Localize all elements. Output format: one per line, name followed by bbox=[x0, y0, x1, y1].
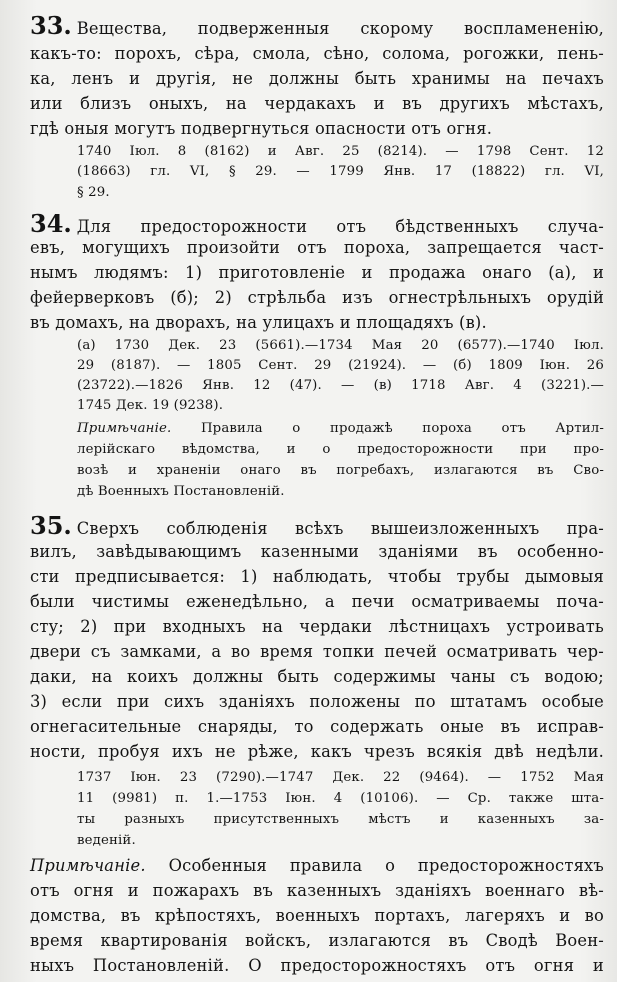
section-35-line-3: сти предписывается: 1) наблюдать, чтобы трубы дымовыя bbox=[30, 567, 604, 586]
section-34-note-line-1: Примѣчаніе. Правила о продажѣ пороха отъ Артил- bbox=[77, 421, 604, 436]
final-note-line-3: домства, въ крѣпостяхъ, военныхъ портахъ, лагеряхъ и во bbox=[30, 906, 604, 925]
note-label: Примѣчаніе. bbox=[77, 421, 172, 436]
section-34-note-line-3: возѣ и храненіи онаго въ погребахъ, излагаются въ Сво- bbox=[77, 463, 604, 478]
section-33-line-5: гдѣ оныя могутъ подвергнуться опасности отъ огня. bbox=[30, 119, 493, 138]
section-34-line-3: нымъ людямъ: 1) приготовленіе и продажа онаго (а), и bbox=[30, 263, 604, 282]
section-35-ref-3: ты разныхъ присутственныхъ мѣстъ и казенныхъ за- bbox=[77, 812, 604, 827]
section-33-ref-1: 1740 Іюл. 8 (8162) и Авг. 25 (8214). — 1798 Сент. 12 bbox=[77, 144, 604, 159]
section-34-ref-2: 29 (8187). — 1805 Сент. 29 (21924). — (б) 1809 Іюн. 26 bbox=[77, 358, 604, 373]
section-34-ref-4: 1745 Дек. 19 (9238). bbox=[77, 398, 224, 413]
section-35-ref-1: 1737 Іюн. 23 (7290).—1747 Дек. 22 (9464). — 1752 Мая bbox=[77, 770, 604, 785]
final-note-line-1: Примѣчаніе. Особенныя правила о предосторожностяхъ bbox=[30, 856, 604, 875]
section-35-ref-2: 11 (9981) п. 1.—1753 Іюн. 4 (10106). — Ср. также шта- bbox=[77, 791, 604, 806]
section-34-note-line-4: дѣ Военныхъ Постановленій. bbox=[77, 484, 285, 499]
section-number: 33. bbox=[30, 11, 72, 40]
section-34-note-line-2: лерійскаго вѣдомства, и о предосторожности при про- bbox=[77, 442, 604, 457]
section-35-line-10: ности, пробуя ихъ не рѣже, какъ чрезъ всякія двѣ недѣли. bbox=[30, 742, 604, 761]
final-note-line-4: время квартированія войскъ, излагаются въ Сводѣ Воен- bbox=[30, 931, 604, 950]
section-34-line-5: въ домахъ, на дворахъ, на улицахъ и площадяхъ (в). bbox=[30, 313, 487, 332]
section-33-line-2: какъ-то: порохъ, сѣра, смола, сѣно, солома, рогожки, пень- bbox=[30, 44, 604, 63]
section-33-line-4: или близъ оныхъ, на чердакахъ и въ другихъ мѣстахъ, bbox=[30, 94, 604, 113]
section-33-line-1: 33. Вещества, подверженныя скорому воспламененію, bbox=[30, 11, 604, 40]
section-33-line-3: ка, ленъ и другія, не должны быть хранимы на печахъ bbox=[30, 69, 604, 88]
section-34-ref-3: (23722).—1826 Янв. 12 (47). — (в) 1718 Авг. 4 (3221).— bbox=[77, 378, 604, 393]
section-35-line-2: вилъ, завѣдывающимъ казенными зданіями въ особенно- bbox=[30, 542, 604, 561]
section-35-line-5: сту; 2) при входныхъ на чердаки лѣстницахъ устроивать bbox=[30, 617, 604, 636]
final-note-line-5: ныхъ Постановленій. О предосторожностяхъ отъ огня и bbox=[30, 956, 604, 975]
section-34-line-1: 34. Для предосторожности отъ бѣдственныхъ случа- bbox=[30, 209, 604, 238]
section-35-line-7: даки, на коихъ должны быть содержимы чаны съ водою; bbox=[30, 667, 604, 686]
section-35-line-9: огнегасительные снаряды, то содержать оные въ исправ- bbox=[30, 717, 604, 736]
section-number: 35. bbox=[30, 511, 72, 540]
section-34-line-2: евъ, могущихъ произойти отъ пороха, запрещается част- bbox=[30, 238, 604, 257]
section-35-ref-4: веденій. bbox=[77, 833, 136, 848]
final-note-line-2: отъ огня и пожарахъ въ казенныхъ зданіяхъ военнаго вѣ- bbox=[30, 881, 604, 900]
section-33-ref-2: (18663) гл. VI, § 29. — 1799 Янв. 17 (18822) гл. VI, bbox=[77, 164, 604, 179]
section-35-line-6: двери съ замками, а во время топки печей осматривать чер- bbox=[30, 642, 604, 661]
section-35-line-8: 3) если при сихъ зданіяхъ положены по штатамъ особые bbox=[30, 692, 604, 711]
section-34-ref-1: (а) 1730 Дек. 23 (5661).—1734 Мая 20 (6577).—1740 Іюл. bbox=[77, 338, 604, 353]
section-35-line-1: 35. Сверхъ соблюденія всѣхъ вышеизложенныхъ пра- bbox=[30, 511, 604, 540]
section-34-line-4: фейерверковъ (б); 2) стрѣльба изъ огнестрѣльныхъ орудій bbox=[30, 288, 604, 307]
note-label: Примѣчаніе. bbox=[30, 856, 146, 875]
section-number: 34. bbox=[30, 209, 72, 238]
section-33-ref-3: § 29. bbox=[77, 185, 110, 200]
section-35-line-4: были чистимы еженедѣльно, а печи осматриваемы поча- bbox=[30, 592, 604, 611]
